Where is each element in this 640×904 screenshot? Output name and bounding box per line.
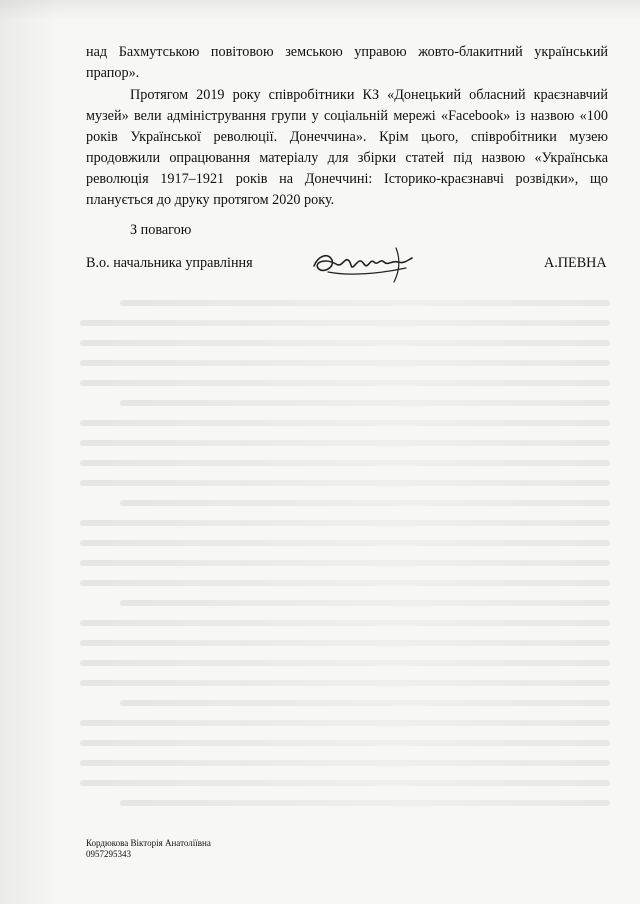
bleed-line (80, 340, 610, 346)
reverse-side-bleed-through (80, 300, 610, 844)
bleed-line (80, 480, 610, 486)
bleed-line (80, 320, 610, 326)
paragraph-continuation: над Бахмутською повітовою земською управою жовто-блакитний український прапор». (86, 44, 608, 81)
bleed-line (80, 440, 610, 446)
scan-fold-shadow (0, 0, 60, 904)
bleed-line (80, 680, 610, 686)
handwritten-signature (308, 238, 420, 288)
bleed-line (120, 300, 610, 306)
bleed-line (80, 540, 610, 546)
bleed-line (120, 500, 610, 506)
bleed-line (80, 740, 610, 746)
bleed-line (80, 420, 610, 426)
bleed-line (120, 600, 610, 606)
bleed-line (80, 560, 610, 566)
bleed-line (80, 780, 610, 786)
executor-phone: 0957295343 (86, 849, 131, 859)
signatory-position: В.о. начальника управління (86, 255, 253, 271)
bleed-line (120, 800, 610, 806)
bleed-line (80, 660, 610, 666)
bleed-line (80, 620, 610, 626)
bleed-line (80, 360, 610, 366)
bleed-line (80, 640, 610, 646)
closing-phrase: З повагою (130, 222, 192, 238)
bleed-line (80, 580, 610, 586)
bleed-line (120, 400, 610, 406)
executor-info (86, 838, 211, 860)
bleed-line (80, 460, 610, 466)
bleed-line (80, 720, 610, 726)
bleed-line (80, 520, 610, 526)
paragraph-main: Протягом 2019 року співробітники КЗ «Донецький обласний краєзнавчий музей» вели адміністрування групи у соціальній мережі «Facebook» із назвою «100 років Української революції. Донеччина». Крім цього, співробітники музею продовжили опрацювання матеріалу для збірки статей під назвою «Українська революція 1917–1921 років на Донеччині: Історико-краєзнавчі розвідки», що планується до друку протягом 2020 року. (86, 87, 608, 208)
signatory-name: А.ПЕВНА (544, 255, 607, 271)
bleed-line (120, 700, 610, 706)
scan-top-shade (0, 0, 640, 20)
bleed-line (80, 380, 610, 386)
executor-name: Кордюкова Вікторія Анатоліївна (86, 838, 211, 848)
bleed-line (80, 760, 610, 766)
